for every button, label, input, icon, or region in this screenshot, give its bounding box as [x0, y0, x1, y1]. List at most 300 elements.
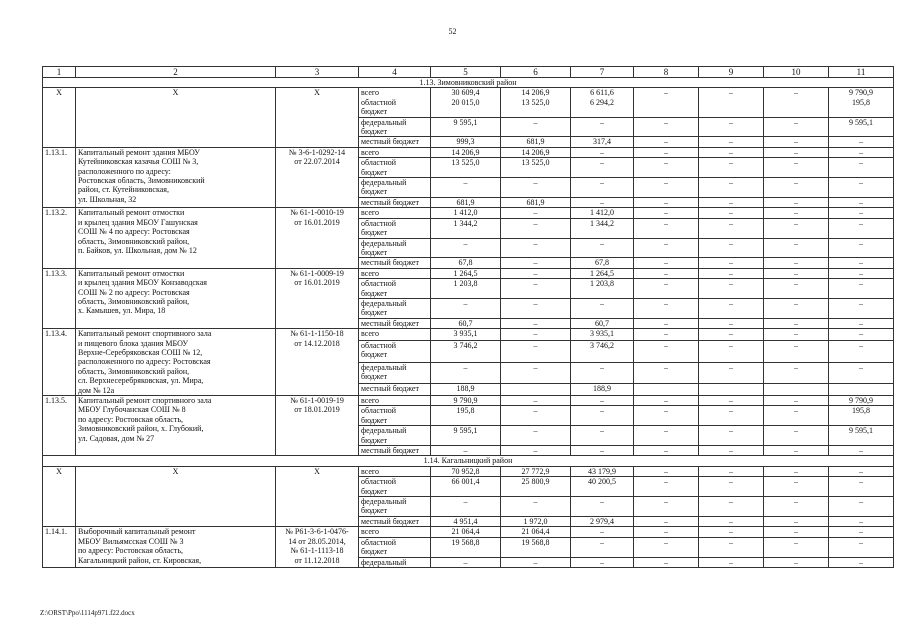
value-cell: [634, 238, 699, 258]
value-cell: [501, 406, 571, 426]
value-cell: [571, 477, 634, 497]
value-line: –: [794, 340, 798, 350]
value-cell: [431, 268, 501, 278]
value-cell: [699, 466, 764, 476]
value-line: –: [859, 362, 863, 372]
value-line: –: [664, 137, 668, 147]
value-cell: [829, 362, 894, 384]
funding-source-label-line: местный бюджет: [361, 318, 419, 328]
value-cell: [699, 477, 764, 497]
value-cell: [764, 362, 829, 384]
value-cell: [571, 197, 634, 207]
value-cell: [431, 466, 501, 476]
value-line: –: [533, 426, 538, 436]
value-cell: [764, 396, 829, 406]
value-line: –: [664, 446, 668, 456]
header-cell: 10: [764, 67, 829, 78]
value-line: –: [664, 340, 668, 350]
value-cell: [699, 147, 764, 157]
value-line: 9 790,9: [453, 396, 478, 405]
item-description: [76, 147, 276, 207]
value-line: 195,8: [852, 406, 870, 416]
funding-source-label-line: областной: [361, 158, 397, 168]
funding-source-label-line: федеральный: [361, 362, 407, 372]
value-cell: [571, 208, 634, 218]
value-line: 1 264,5: [590, 268, 614, 278]
value-line: –: [859, 158, 863, 168]
item-document-line: № 61-1-0010-19: [290, 208, 344, 218]
value-line: –: [463, 298, 468, 308]
item-description-line: расположенного по адресу: Ростовская: [78, 357, 211, 367]
value-line: –: [729, 396, 733, 405]
funding-source-label: [359, 268, 431, 278]
value-cell: [634, 268, 699, 278]
value-cell: [501, 516, 571, 526]
value-line: 21 064,4: [521, 527, 550, 537]
item-document: [276, 147, 359, 207]
value-line: –: [533, 258, 538, 268]
funding-source-label: [359, 537, 431, 557]
value-line: –: [600, 396, 604, 405]
value-line: 14 206,9: [521, 88, 550, 98]
value-cell: [829, 298, 894, 318]
value-line: –: [729, 446, 733, 456]
value-line: –: [664, 396, 668, 405]
value-cell: [699, 384, 764, 396]
value-line: –: [729, 238, 733, 248]
value-line: 66 001,4: [451, 477, 480, 487]
value-line: –: [859, 527, 863, 537]
funding-source-label-line: бюджет: [361, 228, 388, 238]
funding-source-label-line: федеральный: [361, 298, 407, 308]
value-line: 14 206,9: [451, 147, 480, 157]
value-line: –: [600, 197, 604, 207]
value-line: –: [859, 446, 863, 456]
item-description-line: СОШ № 2 по адресу: Ростовская: [78, 287, 190, 297]
header-cell: 9: [699, 67, 764, 78]
value-line: –: [664, 258, 668, 268]
value-cell: [829, 426, 894, 446]
value-line: –: [729, 137, 733, 147]
value-line: –: [859, 329, 863, 339]
value-cell: [634, 477, 699, 497]
value-cell: [699, 197, 764, 207]
value-line: –: [794, 197, 798, 207]
value-cell: [634, 218, 699, 238]
value-line: –: [664, 527, 668, 537]
value-line: –: [664, 329, 668, 339]
value-line: 195,8: [852, 97, 870, 107]
value-line: –: [533, 497, 538, 507]
value-cell: [634, 340, 699, 362]
value-cell: [699, 340, 764, 362]
funding-source-label: [359, 362, 431, 384]
funding-source-label-line: федеральный: [361, 557, 407, 567]
value-line: –: [859, 178, 863, 188]
value-line: –: [463, 497, 468, 507]
header-cell: 7: [571, 67, 634, 78]
funding-source-label-line: бюджет: [361, 288, 388, 298]
item-document-line: от 16.01.2019: [294, 278, 340, 288]
value-cell: [634, 406, 699, 426]
value-line: –: [794, 208, 798, 218]
header-cell: 6: [501, 67, 571, 78]
value-line: –: [664, 218, 668, 228]
value-cell: [501, 137, 571, 147]
value-line: –: [859, 557, 863, 567]
value-cell: [634, 298, 699, 318]
value-cell: [829, 158, 894, 178]
value-line: 3 746,2: [590, 340, 614, 350]
budget-table: [42, 66, 894, 568]
value-cell: [829, 477, 894, 497]
value-cell: [501, 426, 571, 446]
value-cell: [571, 258, 634, 268]
value-line: 6 294,2: [590, 97, 614, 107]
value-line: –: [463, 362, 468, 372]
funding-source-label-line: местный бюджет: [361, 137, 419, 147]
value-line: 19 568,8: [451, 537, 480, 547]
item-document-line: от 11.12.2018: [294, 555, 340, 565]
item-document: [276, 329, 359, 396]
header-cell: 2: [76, 67, 276, 78]
value-cell: [699, 426, 764, 446]
item-description-line: Кагальницкий район, ст. Кировская,: [78, 555, 202, 565]
value-line: –: [463, 238, 468, 248]
value-line: 1 972,0: [523, 516, 548, 526]
value-cell: [501, 279, 571, 299]
value-line: –: [533, 298, 538, 308]
funding-source-label-line: федеральный: [361, 426, 407, 436]
value-line: –: [794, 318, 798, 328]
value-cell: [431, 88, 501, 117]
value-cell: [571, 279, 634, 299]
value-cell: [829, 197, 894, 207]
item-document-line: № 61-1-0019-19: [290, 396, 344, 405]
value-line: –: [794, 258, 798, 268]
value-cell: [501, 477, 571, 497]
value-cell: [571, 537, 634, 557]
value-line: 681,9: [526, 197, 545, 207]
value-line: –: [859, 218, 863, 228]
value-line: 60,7: [595, 318, 609, 328]
value-cell: [829, 557, 894, 567]
value-cell: [501, 362, 571, 384]
value-cell: [764, 258, 829, 268]
value-line: –: [600, 497, 604, 507]
value-cell: [829, 258, 894, 268]
value-cell: [571, 137, 634, 147]
funding-source-label-line: местный бюджет: [361, 258, 419, 268]
value-cell: [501, 318, 571, 328]
item-document-line: № 3-6-1-0292-14: [288, 147, 346, 157]
file-path-footer: Z:\ORST\Ppo\1114p971.f22.docx: [40, 609, 135, 617]
item-description-line: по адресу: Ростовская область,: [78, 414, 183, 424]
value-cell: [571, 117, 634, 137]
value-cell: [571, 298, 634, 318]
value-cell: [571, 147, 634, 157]
value-line: 9 790,9: [849, 88, 873, 98]
item-document-line: № 61-1-1150-18: [290, 329, 344, 339]
value-line: –: [533, 208, 538, 218]
funding-source-label-line: бюджет: [361, 547, 388, 557]
item-description: [76, 329, 276, 396]
value-line: –: [533, 557, 538, 567]
value-line: –: [794, 218, 798, 228]
item-document-line: № Р61-3-6-1-0476-: [285, 527, 349, 537]
value-cell: [764, 117, 829, 137]
value-cell: [501, 158, 571, 178]
value-cell: [571, 340, 634, 362]
value-cell: [764, 268, 829, 278]
value-cell: [431, 557, 501, 567]
item-number: 1.14.1.: [43, 527, 76, 568]
section-title-row: [43, 456, 894, 466]
value-cell: [764, 208, 829, 218]
funding-source-label-line: местный бюджет: [361, 197, 419, 207]
value-line: –: [533, 340, 538, 350]
value-line: 9 595,1: [849, 117, 873, 127]
value-cell: [699, 268, 764, 278]
value-line: 188,9: [593, 384, 611, 394]
item-document-line: от 22.07.2014: [294, 157, 340, 167]
value-line: –: [729, 497, 733, 507]
value-cell: [634, 466, 699, 476]
item-description-line: Верхне-Серебряковская СОШ № 12,: [78, 347, 203, 357]
value-line: –: [729, 362, 733, 372]
funding-source-label-line: бюджет: [361, 127, 388, 137]
item-description-line: Ростовская область, Зимовниковский: [78, 176, 205, 186]
item-description-line: Капитальный ремонт отмостки: [78, 208, 185, 218]
value-line: –: [664, 197, 668, 207]
funding-source-label-line: федеральный: [361, 497, 407, 507]
value-line: –: [729, 318, 733, 328]
value-cell: [764, 477, 829, 497]
value-cell: [764, 218, 829, 238]
item-description-line: СОШ № 4 по адресу: Ростовская: [78, 227, 190, 237]
value-cell: [699, 158, 764, 178]
total-marker: Х: [43, 88, 76, 147]
value-cell: [501, 537, 571, 557]
value-line: –: [729, 516, 733, 526]
header-cell: 3: [276, 67, 359, 78]
item-description-line: Капитальный ремонт спортивного зала: [78, 329, 212, 339]
value-cell: [431, 426, 501, 446]
value-cell: [764, 318, 829, 328]
value-line: –: [729, 279, 733, 289]
value-line: –: [794, 446, 798, 456]
funding-source-label: [359, 466, 431, 476]
funding-source-label-line: бюджет: [361, 486, 388, 496]
funding-source-label-line: областной: [361, 279, 397, 289]
value-line: –: [729, 298, 733, 308]
value-cell: [571, 218, 634, 238]
value-cell: [431, 340, 501, 362]
value-cell: [764, 537, 829, 557]
value-cell: [764, 279, 829, 299]
value-cell: [764, 384, 829, 396]
value-cell: [829, 340, 894, 362]
value-line: 25 800,9: [521, 477, 550, 487]
value-line: –: [533, 446, 538, 456]
funding-source-label: [359, 406, 431, 426]
funding-source-label: [359, 197, 431, 207]
funding-source-label: [359, 178, 431, 198]
item-number: 1.13.3.: [43, 268, 76, 328]
value-cell: [634, 147, 699, 157]
value-line: –: [664, 268, 668, 278]
value-line: –: [859, 466, 863, 476]
value-cell: [634, 178, 699, 198]
value-cell: [634, 197, 699, 207]
value-line: –: [859, 137, 863, 147]
section-title: 1.14. Кагальницкий район: [43, 456, 894, 466]
funding-source-label-line: областной: [361, 218, 397, 228]
item-description-line: МБОУ Глубочанская СОШ № 8: [78, 405, 186, 415]
value-line: 20 015,0: [451, 97, 480, 107]
item-description: [76, 208, 276, 268]
item-description-line: район, ст. Кутейниковская,: [78, 185, 169, 195]
value-line: 67,8: [595, 258, 609, 268]
header-cell: 8: [634, 67, 699, 78]
value-line: 60,7: [458, 318, 473, 328]
value-cell: [431, 178, 501, 198]
value-line: –: [664, 147, 668, 157]
item-document-line: 14 от 28.05.2014,: [288, 536, 346, 546]
value-cell: [634, 117, 699, 137]
value-line: –: [729, 557, 733, 567]
page-number: 52: [448, 27, 457, 36]
value-cell: [764, 197, 829, 207]
value-cell: [699, 318, 764, 328]
section-title-row: [43, 78, 894, 88]
value-line: 30 609,4: [451, 88, 480, 98]
value-cell: [571, 396, 634, 406]
value-line: –: [729, 88, 733, 98]
value-cell: [431, 362, 501, 384]
value-cell: [501, 384, 571, 396]
value-cell: [699, 218, 764, 238]
value-line: 9 595,1: [453, 117, 478, 127]
total-marker: Х: [276, 88, 359, 147]
item-document-line: № 61-1-0009-19: [290, 268, 344, 278]
value-line: 1 412,0: [590, 208, 614, 218]
value-line: –: [859, 340, 863, 350]
value-cell: [431, 446, 501, 456]
item-document-line: от 18.01.2019: [294, 405, 340, 415]
value-line: –: [533, 268, 538, 278]
value-cell: [634, 537, 699, 557]
value-line: 188,9: [456, 384, 475, 394]
value-line: –: [794, 329, 798, 339]
value-line: –: [664, 362, 668, 372]
funding-source-label-line: федеральный: [361, 178, 407, 188]
value-cell: [571, 406, 634, 426]
funding-source-label-line: местный бюджет: [361, 384, 419, 394]
value-cell: [501, 340, 571, 362]
value-cell: [431, 477, 501, 497]
value-cell: [501, 298, 571, 318]
item-description-line: область, Зимовниковский район,: [78, 296, 190, 306]
item-document-line: от 14.12.2018: [294, 338, 340, 348]
value-line: 3 935,1: [453, 329, 478, 339]
funding-source-label: [359, 158, 431, 178]
value-cell: [431, 197, 501, 207]
value-cell: [501, 208, 571, 218]
funding-source-label-line: местный бюджет: [361, 446, 419, 456]
table-body: [43, 67, 894, 568]
value-cell: [634, 88, 699, 117]
value-cell: [634, 396, 699, 406]
value-cell: [829, 117, 894, 137]
value-cell: [634, 258, 699, 268]
item-description-line: и крылец здания МБОУ Гашунская: [78, 217, 198, 227]
value-line: –: [859, 258, 863, 268]
value-cell: [571, 466, 634, 476]
value-line: –: [533, 406, 538, 416]
funding-source-label: [359, 497, 431, 517]
value-cell: [829, 318, 894, 328]
value-line: –: [794, 477, 798, 487]
funding-source-label-line: всего: [361, 268, 380, 278]
value-line: –: [729, 268, 733, 278]
value-line: –: [600, 557, 604, 567]
funding-source-label-line: областной: [361, 537, 397, 547]
item-description-line: и пищевого блока здания МБОУ: [78, 338, 189, 348]
value-line: –: [664, 516, 668, 526]
value-cell: [829, 279, 894, 299]
value-line: –: [794, 537, 798, 547]
header-cell: 1: [43, 67, 76, 78]
value-line: –: [533, 329, 538, 339]
value-cell: [764, 497, 829, 517]
value-cell: [699, 406, 764, 426]
value-cell: [431, 298, 501, 318]
item-description: [76, 396, 276, 456]
value-line: –: [794, 557, 798, 567]
value-line: –: [664, 406, 668, 416]
value-cell: [699, 137, 764, 147]
item-description-line: и крылец здания МБОУ Конзаводская: [78, 278, 207, 288]
value-cell: [829, 329, 894, 341]
funding-source-label-line: всего: [361, 466, 380, 476]
value-line: –: [600, 158, 604, 168]
item-description-line: область, Зимовниковский район,: [78, 366, 190, 376]
value-line: –: [794, 527, 798, 537]
value-cell: [431, 238, 501, 258]
value-line: –: [729, 329, 733, 339]
value-cell: [764, 340, 829, 362]
item-description-line: Кутейниковская казачья СОШ № 3,: [78, 157, 199, 167]
item-description: [76, 527, 276, 568]
value-cell: [431, 516, 501, 526]
value-line: –: [729, 218, 733, 228]
value-line: 67,8: [458, 258, 473, 268]
value-line: –: [664, 88, 668, 98]
total-row: [43, 466, 894, 476]
value-line: –: [859, 238, 863, 248]
value-cell: [764, 527, 829, 537]
value-line: 14 206,9: [521, 147, 550, 157]
value-cell: [501, 258, 571, 268]
table-row: [43, 208, 894, 218]
funding-source-label: [359, 88, 431, 117]
value-cell: [764, 516, 829, 526]
value-line: –: [794, 238, 798, 248]
value-cell: [829, 147, 894, 157]
value-cell: [829, 238, 894, 258]
item-document: [276, 527, 359, 568]
